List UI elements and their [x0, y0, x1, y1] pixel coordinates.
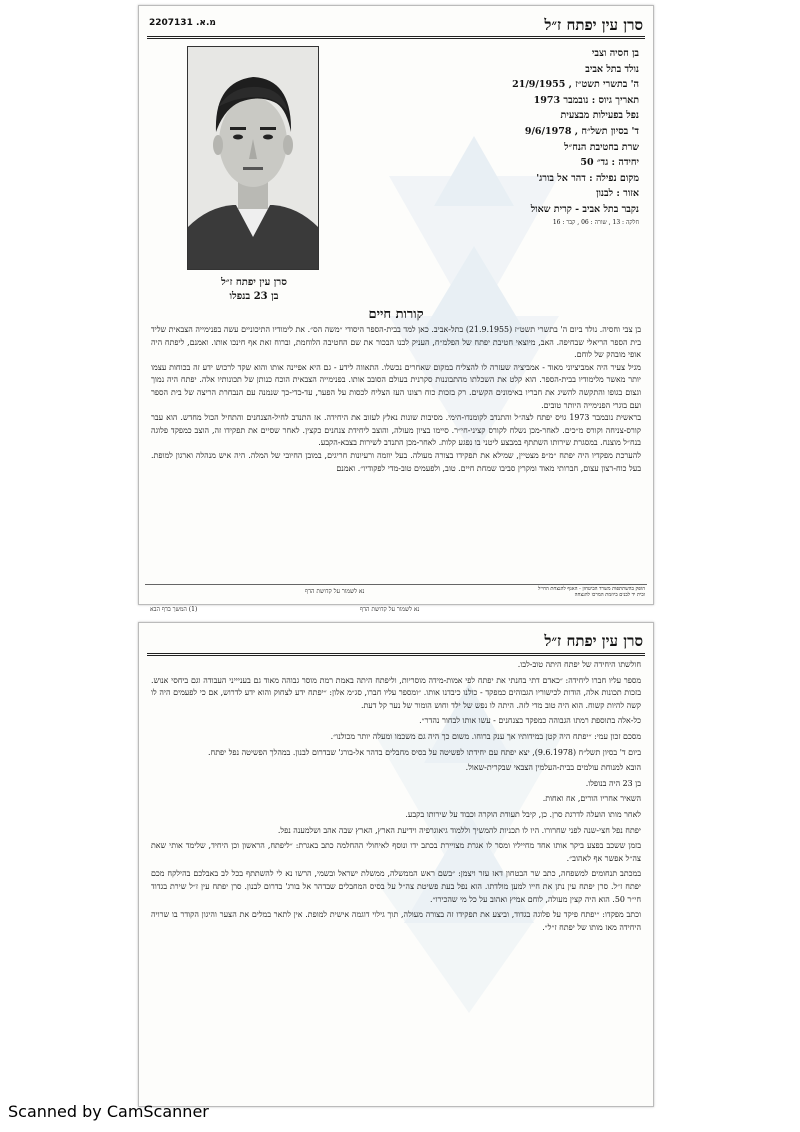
portrait-caption-name: סרן עין יפתח ז״ל	[221, 277, 287, 288]
bio-paragraph: בן צבי וחסיה. נולד ביום ה' בתשרי תשט״ז (21.9.1955) בתל-אביב. כאן למד בבית-הספר היסודי ״משה הס״. את לימודיו התיכוניים עשה בפנימייה הצבאית שליד בית הספר הריאלי שבחיפה. האב, מיוצאי חטיבת יפתח של הפלמ״ח, העניק לבנו הבכור את שם החטיבה הלוחמת, וברוח זאת אף חינכו אותו. ואמנם, ליפתח היה אופי מובהק של לוחם.	[151, 325, 641, 360]
body-paragraph: במכתב תנחומים למשפחה, כתב שר הבטחון דאז עזר ויצמן: ״בשם ראש הממשלה, ממשלת ישראל ובשמי, הרשו נא לי להשתתף בכל לב באבלכם בהילקח מכם יפתח ז״ל. סרן יפתח עין נתן את חייו למען מולדתו. הוא נפל בעת פשיטת צה״ל על בסיס המחבלים שבדהר אל בורג' בדרום לבנון. סרן יפתח עין ז״ל שירת בגדוד חי״ר 50. הוא היה קצין מעולה, לוחם אמיץ ואהוב על כל מי שהכירו״.	[151, 869, 641, 904]
page-2-title: סרן עין יפתח ז״ל	[544, 632, 643, 650]
portrait-photo	[187, 46, 319, 270]
portrait-caption	[191, 276, 317, 304]
fact-brigade: שרת בחטיבת הנח״ל	[564, 141, 639, 153]
personal-number: מ.א. 2207131	[149, 18, 216, 28]
fact-birth-date: ה' בתשרי תשט״ז , 21/9/1955	[512, 79, 639, 91]
continued-note: (1) המשך בדף הבא	[150, 606, 198, 613]
body-paragraph: הובא למנוחת עולמים בבית-העלמין הצבאי שבקרית-שאול.	[465, 763, 641, 773]
body-paragraph: מסכם זכון עמי: ״יפתח היה קטן במידותיו אך ענק ברוחו. משום כך היה גם משכמו ומעלה יותר מכולנו״.	[330, 731, 641, 741]
bio-paragraph: מגיל צעיר היה אמביציוני מאוד - אמביציה שעזרה לו להצליח במקום שאחרים נכשלו. התאווה לידע - גם היא אפיינה אותו והוא שקד לרכוש ידע זה בכוחות עצמו יותר מאשר מלימודיו בבית-הספר. הוא קלט את השכלתו מהתבוננות סקרנית בעולם הסובב אותו. בפנימייה הצבאית הוכח כנותן של תכונותיו אלה. יפתח היה נמוך וגצום בגופו והתקשה להשיג את חבריו באימונים הקשים. רק בזכות כוח רצונו העז הצליח לכסות על הפער, עד-כדי-כך שנמנה עם הנבחרת הריצה של בית הספר ועם בוגרי הפנימייה היותר טובים.	[151, 362, 641, 410]
page-1-header	[147, 14, 645, 39]
bio-paragraph: להערכת מפקדיו היה יפתח ״מ״פ מצטיין, שמילא את תפקידו בצורה מעולה. בעל יוזמה ורעיונות חריגים, במובן החיובי של המלה. היה איש מנהלה וארגון למופת. בעל כוח-רצון עצום, חברותי מאוד ומקרין סביבו שמחת חיים. טוב, ולפעמים טוב-מדי לפקודיו״. ואמנם	[151, 450, 641, 473]
sanctity-note-strip: נא לשמור על קדושת הדף	[360, 606, 420, 613]
sanctity-note: נא לשמור על קדושת הדף	[305, 588, 365, 595]
grave-location: חלקה : 13 , שורה : 06 , קבר : 16	[552, 218, 639, 226]
page-2-text	[151, 659, 641, 937]
fact-death-date: ד' בסיון תשל״ח , 9/6/1978	[524, 125, 639, 137]
memorial-page-1	[138, 5, 654, 605]
fact-enlistment: תאריך גיוס : נובמבר 1973	[533, 94, 639, 106]
body-paragraph: בן 23 היה בנופלו.	[585, 778, 641, 788]
fact-unit: יחידה : גד״ 50	[580, 157, 639, 169]
portrait-caption-age: בן 23 בנפלו	[229, 291, 279, 302]
bio-paragraph: בראשית נובמבר 1973 גויס יפתח לצה״ל והתנדב לקומנדו-הימי. מסיבות שונות נאלץ לעזוב את היחידה. אז התנדב לחיל-הצנחנים והתחיל הכול מחדש. הוא עבר קורס-צניחה וקורס מ״כים. לאחר-מכן נשלח לקורס קציני-חי״ר. סיימו בציון מעולה, והוצב ליחידת צנחנים כקצין. לאחר שסיים את תפקידו זה, הוצב כמפקד פלוגה בנח״ל מוצנח. במסגרת שירותו השתתף במבצע ליטני בו נפגע קלות. לאחר-מכן התנדב לשירות בצבא-הקבע.	[151, 413, 641, 448]
fact-birthplace: נולד בתל אביב	[585, 63, 639, 75]
fact-burial: נקבר בתל אביב - קרית שאול	[530, 203, 639, 215]
personal-details	[339, 46, 639, 227]
page-2-header	[147, 629, 645, 656]
fact-region: אזור : לבנון	[596, 188, 639, 200]
page-1-title: סרן עין יפתח ז״ל	[544, 16, 643, 34]
body-paragraph: מספר עליו חברו ליחידה: ״כאדם דתי בחנתי את יפתח לפי אמות-מידה מוסריות, וליפתח היתה באמת רמת מוסר גבוהה מאוד גם בעניייני העבודה וגם ביחסי אנוש. בזכות תכונות אלה, הודות לכישוריו הגבוהים כמפקד - כולנו כיבדנו אותו. ״ומספר עליו חברו, סג״מ אלון: ״יפתח ידע לצחוק והוא ידע לדרוש, אם כי לפעמים היה לו קשה להיות קשוח. הוא היה טוב מדי לזה. היתה לו נפש של ילד וחוש הומור של נער קל דעת.	[151, 675, 641, 710]
publisher-note: הופק בהשתתפות משרד הביטחון - האגף להנצחת החייל ובית יד לבנים ביוזמת המרכז להנצחה	[537, 586, 645, 598]
body-paragraph: בזמן ששכב בפצע ביקר אותו אחד מחייליו ומסר לו אגרת מצויירת בכתב ידו ונוסף לאיחולי ההחלמה כתב באגרת: ״ליפתח, הראשון וכן היחיד, שלימד אותי שאת צה״ל אפשר אף לאהוב״.	[151, 841, 641, 863]
page-1-footer	[145, 584, 647, 598]
memorial-page-2	[138, 622, 654, 1107]
fact-place-of-fall: מקום נפילה : דהר אל בורג'	[536, 172, 639, 184]
page-strip	[150, 604, 650, 616]
biography-text	[151, 324, 641, 475]
body-paragraph: חולשתו היחידה של יפתח היתה טוב-לבו.	[517, 660, 641, 669]
body-paragraph: וכתב מפקדו: ״יפתח פיקד על פלוגה בגדוד, וביצע את תפקידו זה בצורה מעולה, תוך גילוי דוגמה אישית למופת. אין לתאר במלים את הצער והיגון הקודר בו שרויה היחידה מאז מותו של יפתח ז״ל״.	[151, 910, 641, 932]
biography-heading: קורות חיים	[368, 307, 424, 322]
fact-parents: בן חסיה וצבי	[591, 48, 639, 59]
body-paragraph: ביום ד' בסיון תשל״ח (9.6.1978), יצא יפתח עם יחידתו לפשיטה על בסיס מחבלים בדהר אל-בורג' שבדרום לבנון. במהלך הפשיטה נפל יפתח.	[208, 747, 641, 757]
body-paragraph: כל-אלה בתוספת רמתו הגבוהה כמפקד בצנחנים - עשו אותו לבחור נהדר״.	[419, 716, 641, 726]
fact-fell: נפל בפעילות מבצעית	[560, 110, 639, 122]
scanner-watermark: Scanned by CamScanner	[8, 1102, 209, 1121]
body-paragraph: לאחר מותו הועלה לדרגת סרן. כן, קיבל תעודת הוקרה וכבוד על שירותו בקבע.	[405, 809, 641, 819]
body-paragraph: יפתח נפל חצי-שנה לפני שחרורו. היו לו תכניות להמשיך וללמוד גיאוגרפיה וידיעת הארץ, הארץ שבה אהב ושלמענה נפל.	[277, 825, 641, 835]
body-paragraph: השאיר אחריו הורים, אח ואחות.	[542, 794, 641, 804]
